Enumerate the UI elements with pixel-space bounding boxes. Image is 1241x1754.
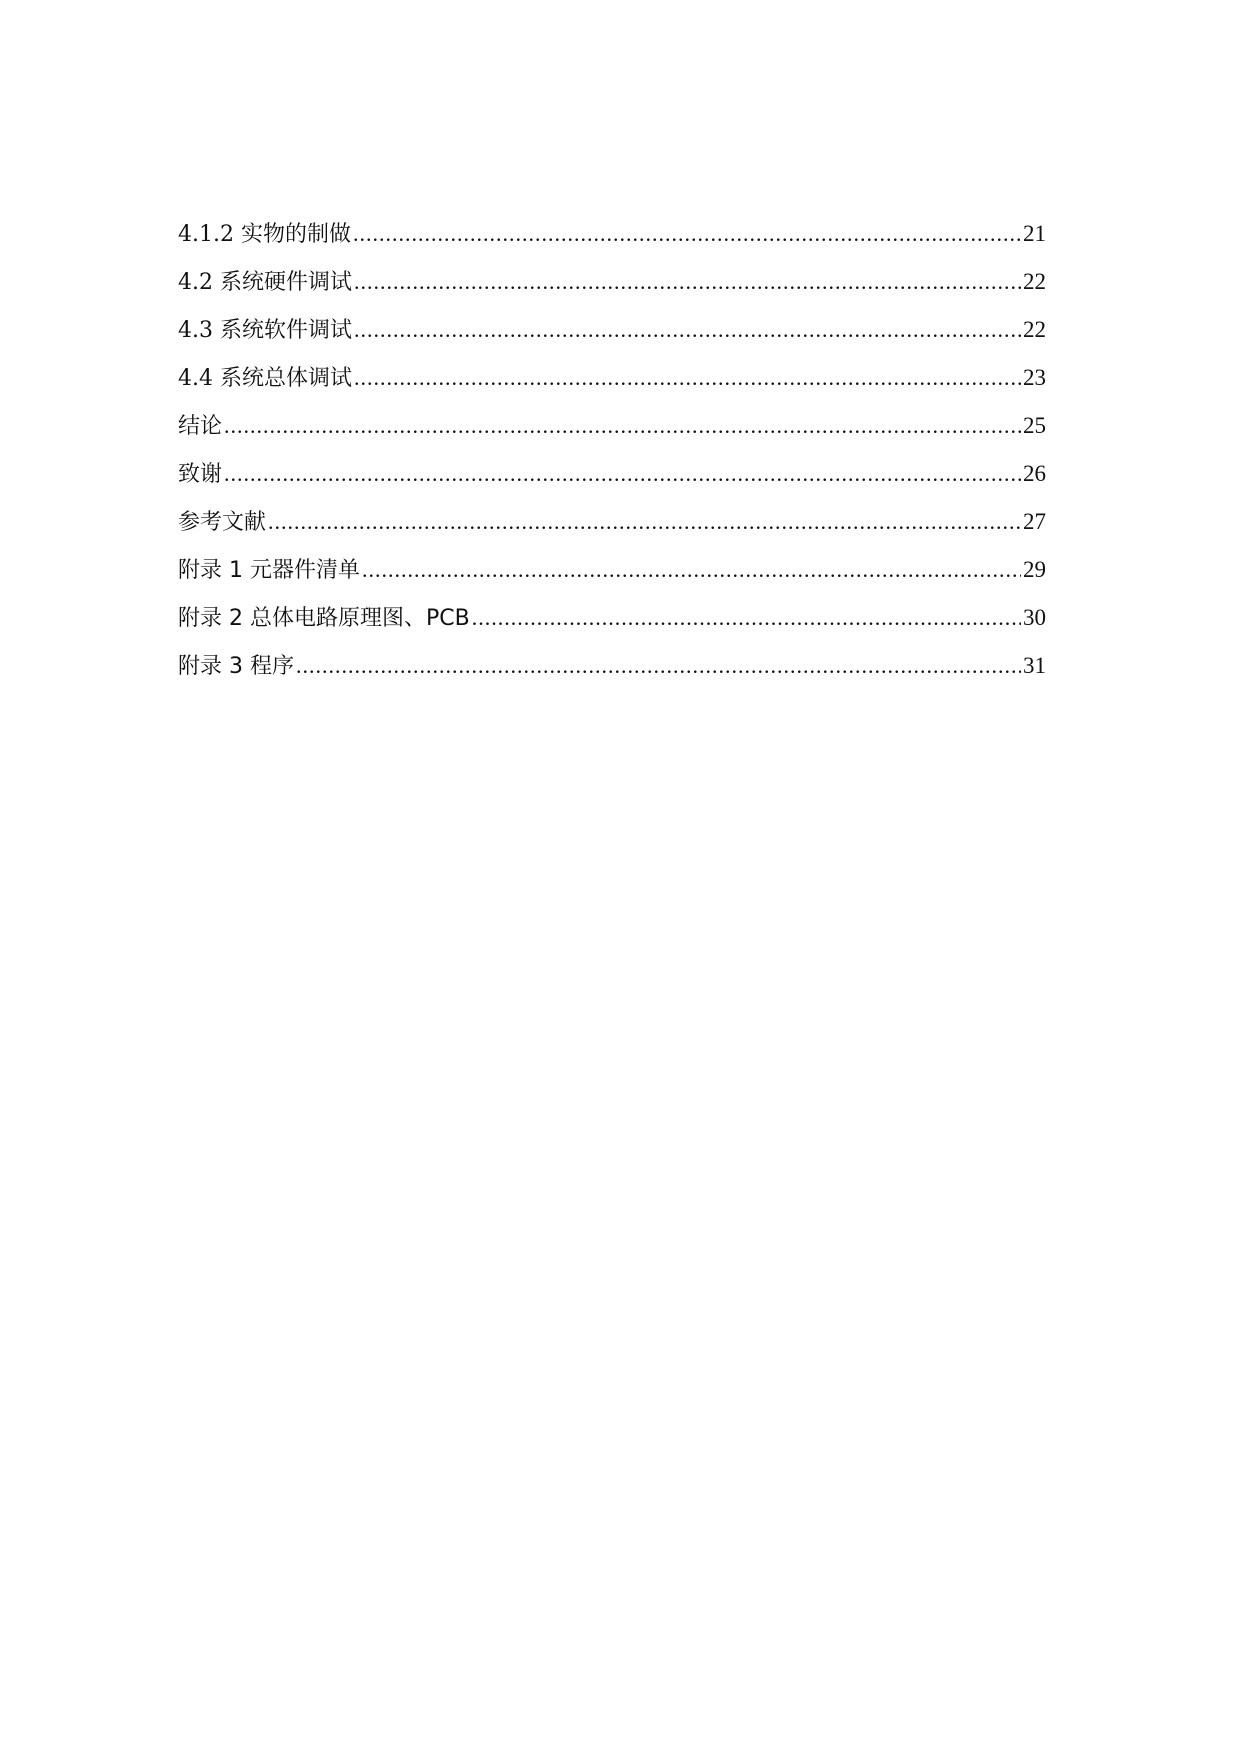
toc-entry-title: 4.1.2 实物的制做 (178, 222, 351, 247)
toc-page-number: 31 (1023, 653, 1046, 678)
toc-entry-title: 附录 1 元器件清单 (178, 558, 360, 583)
toc-entry-title: 附录 3 程序 (178, 654, 294, 679)
toc-entry-title: 4.2 系统硬件调试 (178, 270, 352, 295)
toc-dot-leader (224, 402, 1021, 450)
toc-dot-leader (224, 450, 1021, 498)
toc-dot-leader (472, 594, 1021, 642)
toc-entry[interactable] (178, 498, 1046, 546)
toc-dot-leader (353, 210, 1021, 258)
toc-dot-leader (354, 354, 1021, 402)
toc-entry[interactable] (178, 258, 1046, 306)
toc-page-number: 27 (1023, 509, 1046, 534)
toc-dot-leader (268, 498, 1021, 546)
toc-page-number: 25 (1023, 413, 1046, 438)
toc-dot-leader (362, 546, 1021, 594)
toc-entry-title: 4.3 系统软件调试 (178, 318, 352, 343)
toc-dot-leader (354, 306, 1021, 354)
table-of-contents (178, 210, 1046, 690)
toc-entry-title: 结论 (178, 414, 223, 439)
toc-entry-title: 致谢 (178, 462, 223, 487)
toc-entry[interactable] (178, 642, 1046, 690)
toc-entry[interactable] (178, 306, 1046, 354)
toc-page-number: 22 (1023, 317, 1046, 342)
toc-entry[interactable] (178, 402, 1046, 450)
toc-page-number: 29 (1023, 557, 1046, 582)
toc-entry[interactable] (178, 594, 1046, 642)
toc-entry-title: 4.4 系统总体调试 (178, 366, 352, 391)
toc-dot-leader (354, 258, 1021, 306)
toc-entry[interactable] (178, 546, 1046, 594)
toc-page-number: 23 (1023, 365, 1046, 390)
toc-entry-title: 参考文献 (178, 510, 267, 535)
toc-entry[interactable] (178, 354, 1046, 402)
toc-entry[interactable] (178, 450, 1046, 498)
toc-entry[interactable] (178, 210, 1046, 258)
toc-page-number: 26 (1023, 461, 1046, 486)
toc-page-number: 22 (1023, 269, 1046, 294)
toc-page-number: 21 (1023, 221, 1046, 246)
toc-page-number: 30 (1023, 605, 1046, 630)
toc-dot-leader (296, 642, 1021, 690)
toc-entry-title: 附录 2 总体电路原理图、PCB (178, 606, 470, 631)
